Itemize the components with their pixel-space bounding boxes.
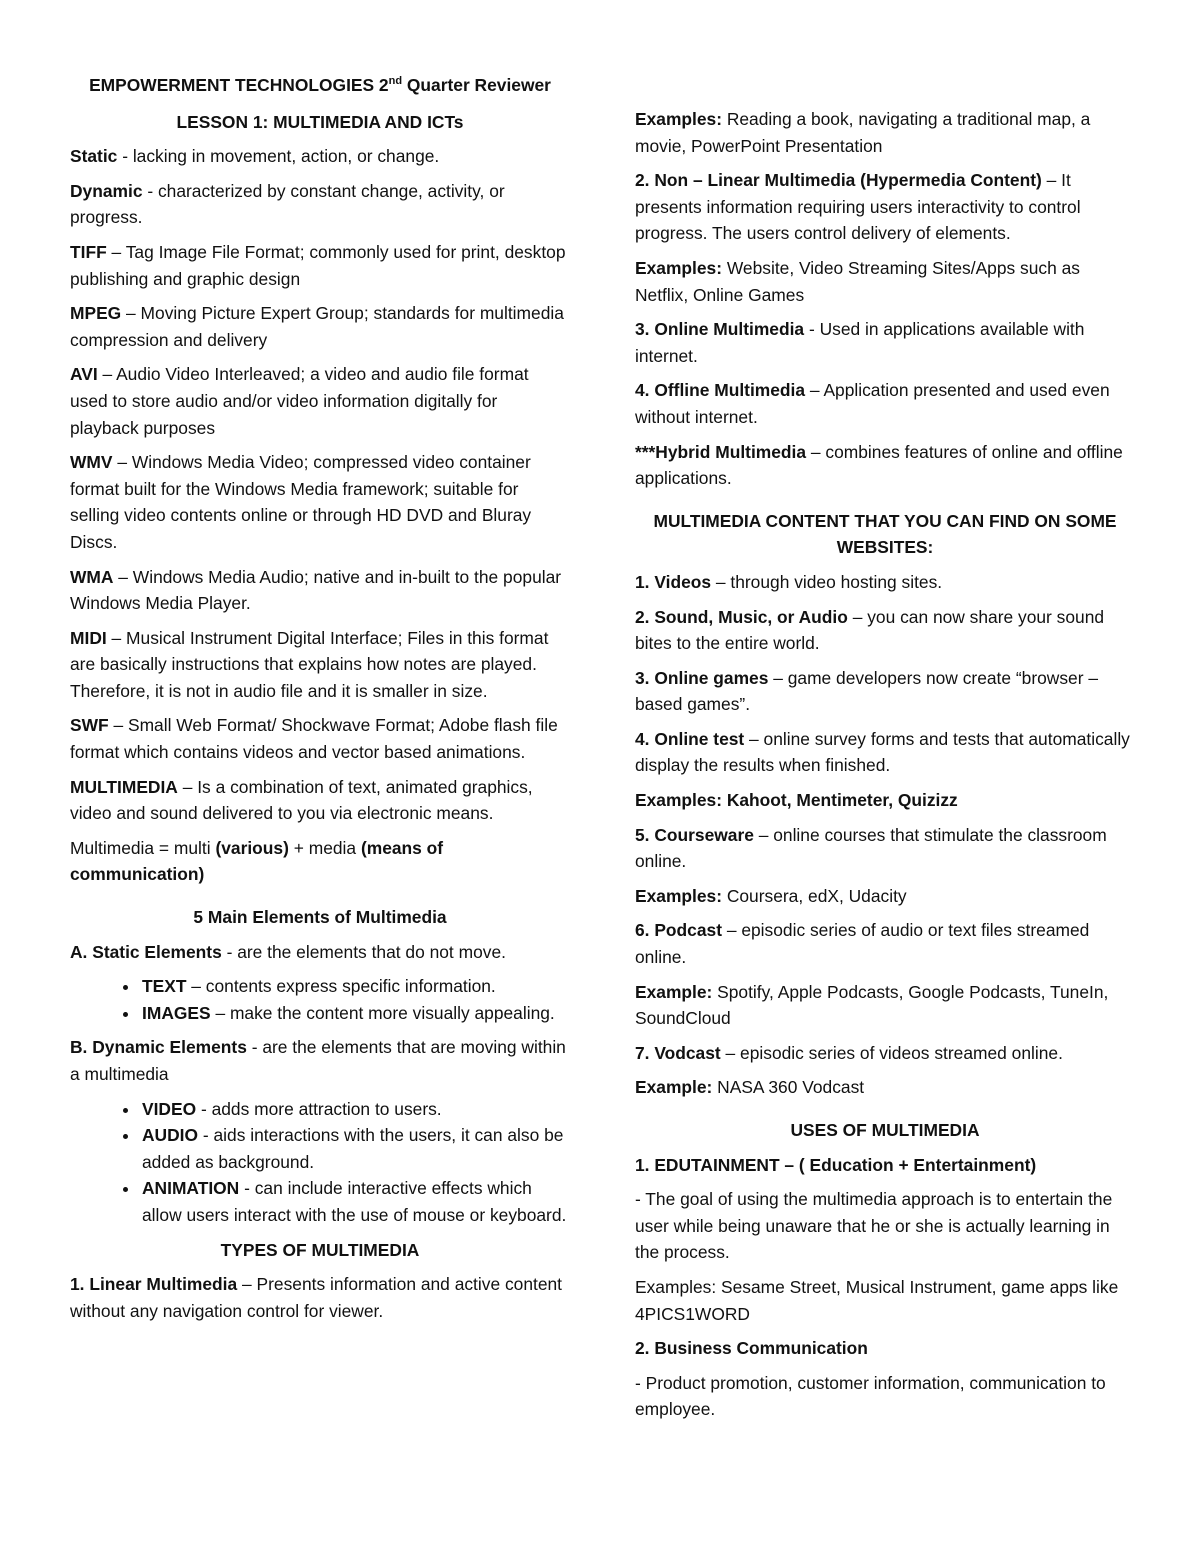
term-tiff: TIFF – Tag Image File Format; commonly used for print, desktop publishing and graphic design [70,241,566,289]
term-multimedia: MULTIMEDIA – Is a combination of text, animated graphics, video and sound delivered to you via electronic means. [70,776,533,824]
dynamic-elements-list [70,1096,570,1229]
content-examples: Examples: Coursera, edX, Udacity [635,885,907,906]
edutainment-def: - The goal of using the multimedia approach is to entertain the user while being unaware that he or she is actually learning in the process. [635,1189,1113,1263]
lesson-heading: LESSON 1: MULTIMEDIA AND ICTs [176,111,464,132]
document-title: EMPOWERMENT TECHNOLOGIES 2nd Quarter Reviewer [89,75,551,95]
content-item: 7. Vodcast – episodic series of videos streamed online. [635,1042,1063,1063]
content-examples: Examples: Kahoot, Mentimeter, Quizizz [635,790,958,811]
nonlinear-examples: Examples: Website, Video Streaming Sites/Apps such as Netflix, Online Games [635,257,1080,305]
term-avi: AVI – Audio Video Interleaved; a video and audio file format used to store audio and/or video information digitally for playback purposes [70,364,529,438]
term-wma: WMA – Windows Media Audio; native and in-built to the popular Windows Media Player. [70,566,562,614]
uses-heading: USES OF MULTIMEDIA [790,1120,980,1140]
list-item: • AUDIO - aids interactions with the users, it can also be added as background. [140,1122,570,1175]
list-item: • VIDEO - adds more attraction to users. [140,1096,570,1123]
term-mpeg: MPEG – Moving Picture Expert Group; standards for multimedia compression and delivery [70,303,564,350]
list-item: • TEXT – contents express specific information. [140,973,570,1000]
linear-examples: Examples: Reading a book, navigating a traditional map, a movie, PowerPoint Presentation [635,109,1091,156]
static-elements: A. Static Elements - are the elements that do not move. [70,941,506,962]
term-wmv: WMV – Windows Media Video; compressed video container format built for the Windows Media framework; suitable for selling video contents online or through HD DVD and Bluray Discs. [70,452,532,552]
term-static: Static - lacking in movement, action, or change. [70,146,440,167]
offline-multimedia: 4. Offline Multimedia – Application presented and used even without internet. [635,380,1110,427]
content-examples: Example: Spotify, Apple Podcasts, Google Podcasts, TuneIn, SoundCloud [635,981,1109,1029]
online-multimedia: 3. Online Multimedia - Used in applications available with internet. [635,319,1085,366]
business-heading: 2. Business Communication [635,1338,868,1359]
content-item: 5. Courseware – online courses that stimulate the classroom online. [635,824,1107,872]
content-item: 4. Online test – online survey forms and tests that automatically display the results when finished. [635,728,1130,776]
elements-heading: 5 Main Elements of Multimedia [193,907,447,928]
business-def: - Product promotion, customer information, communication to employee. [635,1372,1106,1420]
linear-multimedia: 1. Linear Multimedia – Presents information and active content without any navigation control for viewer. [70,1274,562,1321]
content-item: 3. Online games – game developers now create “browser – based games”. [635,667,1099,715]
edutainment-examples: Examples: Sesame Street, Musical Instrument, game apps like 4PICS1WORD [635,1276,1119,1324]
term-dynamic: Dynamic - characterized by constant change, activity, or progress. [70,180,505,228]
hybrid-multimedia: ***Hybrid Multimedia – combines features of online and offline applications. [635,441,1123,489]
term-swf: SWF – Small Web Format/ Shockwave Format; Adobe flash file format which contains videos and vector based animations. [70,715,558,763]
content-heading: MULTIMEDIA CONTENT THAT YOU CAN FIND ON SOME WEBSITES: [653,510,1117,558]
multimedia-formula: Multimedia = multi (various) + media (means of communication) [70,837,444,885]
list-item: • ANIMATION - can include interactive effects which allow users interact with the use of mouse or keyboard. [140,1175,570,1228]
content-item: 1. Videos – through video hosting sites. [635,571,943,592]
term-midi: MIDI – Musical Instrument Digital Interface; Files in this format are basically instructions that explains how notes are played. Therefore, it is not in audio file and it is smaller in size. [70,627,549,701]
edutainment-heading: 1. EDUTAINMENT – ( Education + Entertainment) [635,1154,1037,1175]
types-heading: TYPES OF MULTIMEDIA [220,1239,420,1260]
content-examples: Example: NASA 360 Vodcast [635,1077,865,1098]
right-column [635,106,1135,1431]
content-item: 6. Podcast – episodic series of audio or text files streamed online. [635,920,1090,968]
nonlinear-multimedia: 2. Non – Linear Multimedia (Hypermedia Content) – It presents information requiring users interactivity to control progress. The users control delivery of elements. [635,170,1081,244]
left-column [70,72,570,1332]
content-item: 2. Sound, Music, or Audio – you can now share your sound bites to the entire world. [635,606,1105,654]
list-item: • IMAGES – make the content more visually appealing. [140,1000,570,1027]
static-elements-list [70,973,570,1026]
dynamic-elements: B. Dynamic Elements - are the elements that are moving within a multimedia [70,1037,566,1084]
